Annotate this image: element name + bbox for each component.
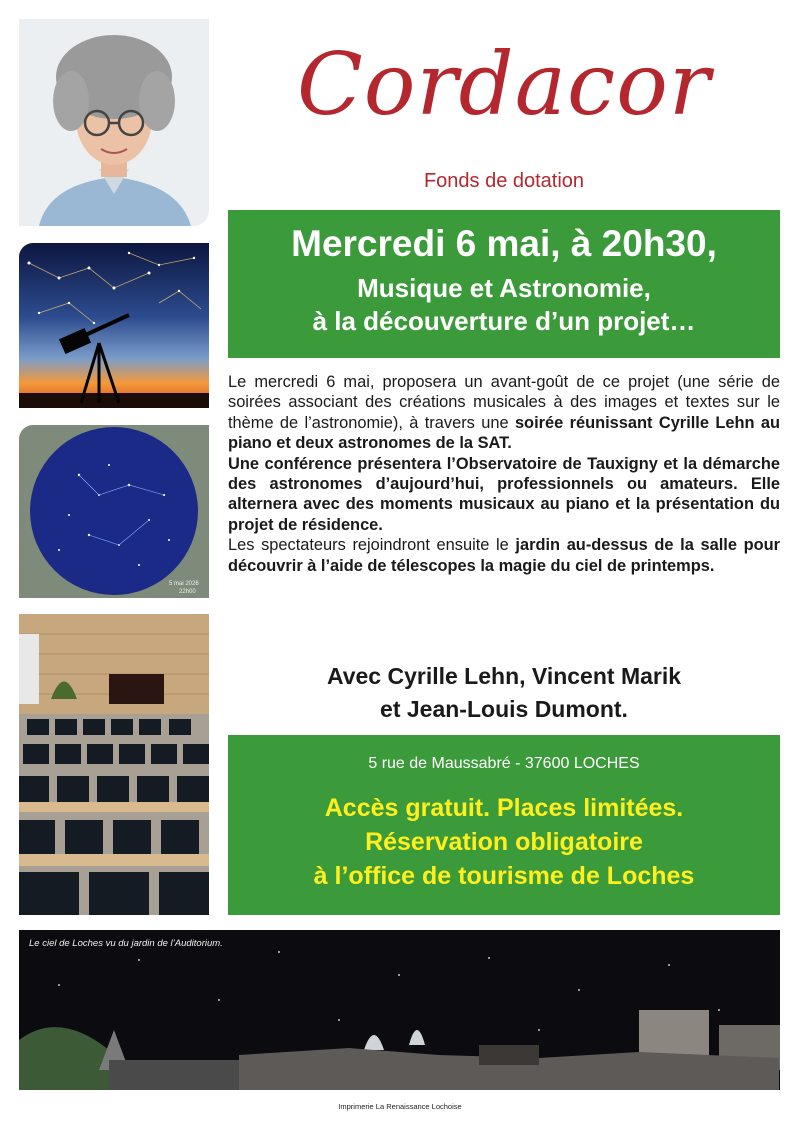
- description-text: Le mercredi 6 mai, proposera un avant-goût de ce projet (une série de soirées associant des créations musicales à des images et textes sur le thème de l’astronomie), à travers une: [228, 373, 780, 432]
- portrait-photo: [19, 19, 209, 226]
- venue-address: 5 rue de Maussabré - 37600 LOCHES: [368, 755, 640, 772]
- access-line3: à l’office de tourisme de Loches: [313, 862, 695, 890]
- description-bold: soirée réunissant Cyrille Lehn au piano et deux astronomes de la SAT.: [228, 413, 780, 453]
- description-paragraph-2: Une conférence présentera l’Observatoire de Tauxigny et la démarche des astronomes d’aujourd’hui, professionnels ou amateurs. Elle alternera avec des moments musicaux au piano et la présentation du projet de résidence.: [228, 454, 780, 534]
- event-date-time: Mercredi 6 mai, à 20h30,: [291, 223, 717, 264]
- night-sky-photo: [19, 930, 780, 1090]
- skymap-date: 5 mai 2026: [169, 581, 199, 587]
- event-title-line2: à la découverture d’un projet…: [312, 306, 696, 336]
- printer-credit: Imprimerie La Renaissance Lochoise: [338, 1102, 462, 1111]
- description-paragraph-3: [228, 535, 780, 576]
- event-title-line1: Musique et Astronomie,: [357, 273, 651, 303]
- event-title: [228, 272, 780, 338]
- access-info: [228, 791, 780, 893]
- night-photo-caption: Le ciel de Loches vu du jardin de l’Auditorium.: [29, 938, 223, 949]
- sky-chart-photo: [19, 425, 209, 598]
- headline-box: [228, 210, 780, 358]
- cordacor-logo: Cordacor: [296, 35, 712, 135]
- logo-subtitle: Fonds de dotation: [423, 170, 585, 192]
- guests: [228, 660, 780, 726]
- skymap-time: 22h00: [179, 589, 196, 595]
- description-text: Les spectateurs rejoindront ensuite le: [228, 536, 516, 555]
- concert-hall-photo: [19, 614, 209, 915]
- info-box: [228, 735, 780, 915]
- guests-line1: Avec Cyrille Lehn, Vincent Marik: [326, 663, 682, 689]
- description-paragraph-1: [228, 372, 780, 454]
- access-line2: Réservation obligatoire: [365, 828, 643, 856]
- event-description: [228, 372, 780, 576]
- telescope-photo: [19, 243, 209, 408]
- guests-line2: et Jean-Louis Dumont.: [380, 696, 628, 722]
- access-line1: Accès gratuit. Places limitées.: [324, 794, 684, 822]
- description-bold: jardin au-dessus de la salle pour découvrir à l’aide de télescopes la magie du ciel de printemps.: [228, 536, 780, 575]
